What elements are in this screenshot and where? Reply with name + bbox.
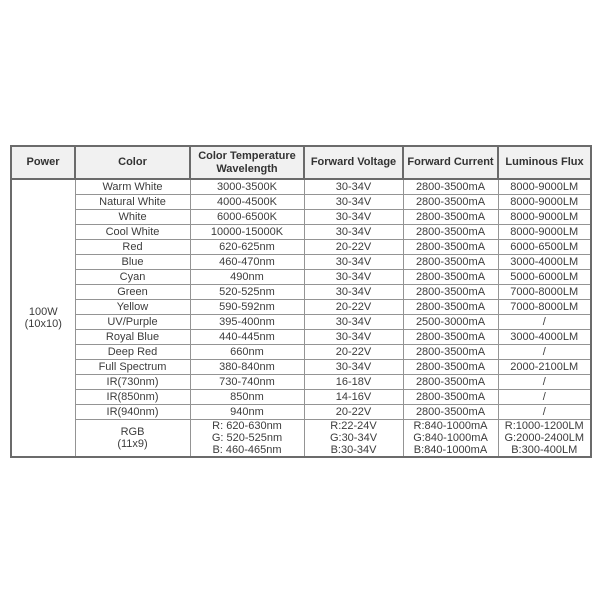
cell-text-line: Cool White — [105, 226, 160, 238]
cell-flux — [498, 255, 591, 270]
cell-text-line: / — [542, 376, 546, 388]
cell-text-line: 660nm — [230, 346, 264, 358]
cell-text-line: G:2000-2400LM — [504, 432, 584, 444]
table-row-ir-940nm — [11, 405, 591, 420]
cell-voltage — [304, 270, 403, 285]
cell-wavelength — [190, 405, 304, 420]
cell-voltage — [304, 195, 403, 210]
cell-current — [403, 315, 498, 330]
cell-flux — [498, 390, 591, 405]
cell-color — [75, 420, 190, 458]
cell-current — [403, 345, 498, 360]
cell-color — [75, 225, 190, 240]
cell-text-line: 8000-9000LM — [510, 181, 579, 193]
cell-text-line: 380-840nm — [219, 361, 275, 373]
cell-current — [403, 420, 498, 458]
cell-text-line: 395-400nm — [219, 316, 275, 328]
cell-color — [75, 270, 190, 285]
cell-text-line: 2800-3500mA — [415, 331, 486, 343]
cell-voltage — [304, 255, 403, 270]
table-header — [11, 146, 591, 179]
cell-text-line: 620-625nm — [219, 241, 275, 253]
cell-text-line: Yellow — [116, 301, 149, 313]
cell-text-line: 2800-3500mA — [415, 391, 486, 403]
cell-flux — [498, 195, 591, 210]
cell-text-line: IR(850nm) — [106, 391, 159, 403]
cell-color — [75, 330, 190, 345]
cell-text-line: 7000-8000LM — [510, 286, 579, 298]
cell-flux — [498, 240, 591, 255]
cell-current — [403, 210, 498, 225]
cell-current — [403, 255, 498, 270]
cell-text-line: 460-470nm — [219, 256, 275, 268]
cell-text-line: 30-34V — [335, 211, 372, 223]
table-row-yellow — [11, 300, 591, 315]
cell-wavelength — [190, 255, 304, 270]
cell-text-line: 2800-3500mA — [415, 376, 486, 388]
cell-flux — [498, 330, 591, 345]
cell-text-line: (11x9) — [117, 438, 148, 450]
cell-current — [403, 390, 498, 405]
cell-text-line: 490nm — [230, 271, 264, 283]
cell-text-line: 2800-3500mA — [415, 286, 486, 298]
cell-text-line: Warm White — [102, 181, 163, 193]
cell-flux — [498, 375, 591, 390]
cell-color — [75, 179, 190, 195]
table-row-natural-white — [11, 195, 591, 210]
cell-flux — [498, 270, 591, 285]
cell-wavelength — [190, 315, 304, 330]
cell-text-line: 590-592nm — [219, 301, 275, 313]
cell-text-line: 14-16V — [335, 391, 372, 403]
cell-text-line: 3000-3500K — [217, 181, 277, 193]
cell-voltage — [304, 375, 403, 390]
cell-text-line: 2800-3500mA — [415, 256, 486, 268]
column-header-color — [75, 146, 190, 179]
cell-text-line: 730-740nm — [219, 376, 275, 388]
cell-text-line: Royal Blue — [105, 331, 160, 343]
cell-text-line: 3000-4000LM — [510, 256, 579, 268]
cell-color — [75, 255, 190, 270]
cell-voltage — [304, 225, 403, 240]
cell-voltage — [304, 315, 403, 330]
cell-voltage — [304, 240, 403, 255]
cell-text-line: Forward Current — [407, 156, 494, 168]
cell-wavelength — [190, 420, 304, 458]
cell-text-line: / — [542, 316, 546, 328]
cell-text-line: 20-22V — [335, 241, 372, 253]
cell-text-line: B: 460-465nm — [212, 444, 282, 456]
cell-text-line: Power — [26, 156, 60, 168]
cell-text-line: 2800-3500mA — [415, 301, 486, 313]
cell-text-line: G:30-34V — [329, 432, 378, 444]
table-row-cyan — [11, 270, 591, 285]
cell-text-line: B:840-1000mA — [413, 444, 488, 456]
cell-text-line: Green — [117, 286, 148, 298]
cell-color — [75, 240, 190, 255]
column-header-power — [11, 146, 75, 179]
cell-color — [75, 360, 190, 375]
cell-text-line: 2800-3500mA — [415, 361, 486, 373]
cell-flux — [498, 225, 591, 240]
cell-text-line: 30-34V — [335, 331, 372, 343]
cell-current — [403, 270, 498, 285]
column-header-forward-voltage — [304, 146, 403, 179]
cell-text-line: 6000-6500LM — [510, 241, 579, 253]
cell-text-line: B:300-400LM — [511, 444, 578, 456]
cell-text-line: Color Temperature — [198, 149, 296, 162]
cell-color — [75, 390, 190, 405]
cell-current — [403, 375, 498, 390]
cell-text-line: 100W — [28, 306, 58, 318]
cell-text-line: / — [542, 346, 546, 358]
cell-text-line: IR(940nm) — [106, 406, 159, 418]
cell-flux — [498, 345, 591, 360]
cell-text-line: R:840-1000mA — [413, 420, 488, 432]
cell-voltage — [304, 390, 403, 405]
cell-text-line: Luminous Flux — [505, 156, 584, 168]
cell-voltage — [304, 210, 403, 225]
cell-text-line: 5000-6000LM — [510, 271, 579, 283]
cell-text-line: Wavelength — [216, 162, 278, 175]
cell-wavelength — [190, 390, 304, 405]
cell-text-line: IR(730nm) — [106, 376, 159, 388]
cell-text-line: Full Spectrum — [98, 361, 167, 373]
cell-text-line: Forward Voltage — [310, 156, 397, 168]
cell-text-line: 520-525nm — [219, 286, 275, 298]
cell-flux — [498, 179, 591, 195]
table-row-full-spectrum — [11, 360, 591, 375]
table-row-cool-white — [11, 225, 591, 240]
cell-color — [75, 405, 190, 420]
cell-text-line: R:22-24V — [330, 420, 377, 432]
cell-wavelength — [190, 345, 304, 360]
table-row-warm-white — [11, 179, 591, 195]
cell-text-line: 2800-3500mA — [415, 226, 486, 238]
cell-flux — [498, 360, 591, 375]
cell-text-line: 2800-3500mA — [415, 196, 486, 208]
cell-current — [403, 285, 498, 300]
cell-text-line: 2800-3500mA — [415, 211, 486, 223]
column-header-color-temperature — [190, 146, 304, 179]
cell-current — [403, 300, 498, 315]
cell-color — [75, 375, 190, 390]
cell-text-line: 6000-6500K — [217, 211, 277, 223]
cell-text-line: 30-34V — [335, 226, 372, 238]
cell-voltage — [304, 360, 403, 375]
cell-text-line: R: 620-630nm — [212, 420, 282, 432]
cell-wavelength — [190, 225, 304, 240]
cell-text-line: 10000-15000K — [210, 226, 284, 238]
cell-flux — [498, 420, 591, 458]
cell-text-line: R:1000-1200LM — [504, 420, 584, 432]
cell-text-line: 2800-3500mA — [415, 241, 486, 253]
cell-text-line: / — [542, 391, 546, 403]
cell-text-line: Red — [122, 241, 143, 253]
cell-voltage — [304, 330, 403, 345]
cell-wavelength — [190, 330, 304, 345]
cell-current — [403, 240, 498, 255]
cell-text-line: Deep Red — [107, 346, 158, 358]
cell-text-line: 30-34V — [335, 181, 372, 193]
cell-text-line: 30-34V — [335, 361, 372, 373]
table-row-white — [11, 210, 591, 225]
power-merged-cell — [11, 179, 75, 457]
cell-text-line: 20-22V — [335, 406, 372, 418]
cell-text-line: 7000-8000LM — [510, 301, 579, 313]
cell-text-line: 8000-9000LM — [510, 211, 579, 223]
cell-text-line: 4000-4500K — [217, 196, 277, 208]
cell-wavelength — [190, 285, 304, 300]
cell-wavelength — [190, 270, 304, 285]
cell-text-line: (10x10) — [24, 318, 62, 330]
cell-text-line: 30-34V — [335, 256, 372, 268]
cell-text-line: B:30-34V — [330, 444, 377, 456]
cell-color — [75, 315, 190, 330]
cell-text-line: 940nm — [230, 406, 264, 418]
table-row-blue — [11, 255, 591, 270]
column-header-luminous-flux — [498, 146, 591, 179]
cell-flux — [498, 210, 591, 225]
cell-voltage — [304, 179, 403, 195]
cell-voltage — [304, 405, 403, 420]
cell-text-line: Natural White — [99, 196, 166, 208]
table-row-deep-red — [11, 345, 591, 360]
cell-color — [75, 285, 190, 300]
cell-text-line: / — [542, 406, 546, 418]
cell-wavelength — [190, 195, 304, 210]
cell-text-line: 2800-3500mA — [415, 181, 486, 193]
cell-wavelength — [190, 240, 304, 255]
cell-flux — [498, 300, 591, 315]
cell-text-line: 16-18V — [335, 376, 372, 388]
cell-voltage — [304, 420, 403, 458]
cell-text-line: 20-22V — [335, 301, 372, 313]
cell-text-line: 2800-3500mA — [415, 271, 486, 283]
cell-current — [403, 195, 498, 210]
cell-text-line: 850nm — [230, 391, 264, 403]
cell-flux — [498, 405, 591, 420]
cell-color — [75, 345, 190, 360]
cell-text-line: 2800-3500mA — [415, 346, 486, 358]
cell-text-line: 8000-9000LM — [510, 196, 579, 208]
column-header-forward-current — [403, 146, 498, 179]
cell-text-line: 30-34V — [335, 286, 372, 298]
cell-text-line: 30-34V — [335, 196, 372, 208]
cell-current — [403, 360, 498, 375]
table-row-royal-blue — [11, 330, 591, 345]
cell-voltage — [304, 285, 403, 300]
cell-current — [403, 330, 498, 345]
cell-text-line: Color — [118, 156, 147, 168]
table-row-green — [11, 285, 591, 300]
cell-text-line: G:840-1000mA — [413, 432, 488, 444]
table-row-ir-730nm — [11, 375, 591, 390]
cell-flux — [498, 315, 591, 330]
cell-text-line: RGB — [120, 426, 145, 438]
table-row-uv-purple — [11, 315, 591, 330]
cell-wavelength — [190, 179, 304, 195]
cell-voltage — [304, 345, 403, 360]
table-row-red — [11, 240, 591, 255]
cell-wavelength — [190, 300, 304, 315]
cell-text-line: 3000-4000LM — [510, 331, 579, 343]
cell-color — [75, 195, 190, 210]
table-row-ir-850nm — [11, 390, 591, 405]
cell-text-line: UV/Purple — [107, 316, 158, 328]
cell-text-line: G: 520-525nm — [211, 432, 283, 444]
cell-wavelength — [190, 375, 304, 390]
cell-text-line: 30-34V — [335, 271, 372, 283]
cell-text-line: 8000-9000LM — [510, 226, 579, 238]
cell-text-line: 2000-2100LM — [510, 361, 579, 373]
cell-text-line: Cyan — [119, 271, 146, 283]
cell-color — [75, 300, 190, 315]
cell-current — [403, 179, 498, 195]
cell-text-line: 2500-3000mA — [415, 316, 486, 328]
cell-voltage — [304, 300, 403, 315]
cell-text-line: White — [118, 211, 147, 223]
cell-text-line: 440-445nm — [219, 331, 275, 343]
cell-text-line: 30-34V — [335, 316, 372, 328]
led-spec-table — [10, 145, 592, 458]
header-row — [11, 146, 591, 179]
cell-current — [403, 225, 498, 240]
cell-wavelength — [190, 360, 304, 375]
cell-flux — [498, 285, 591, 300]
cell-text-line: 20-22V — [335, 346, 372, 358]
cell-current — [403, 405, 498, 420]
cell-wavelength — [190, 210, 304, 225]
cell-color — [75, 210, 190, 225]
table-row-rgb — [11, 420, 591, 458]
cell-text-line: 2800-3500mA — [415, 406, 486, 418]
table-body — [11, 179, 591, 457]
cell-text-line: Blue — [121, 256, 144, 268]
